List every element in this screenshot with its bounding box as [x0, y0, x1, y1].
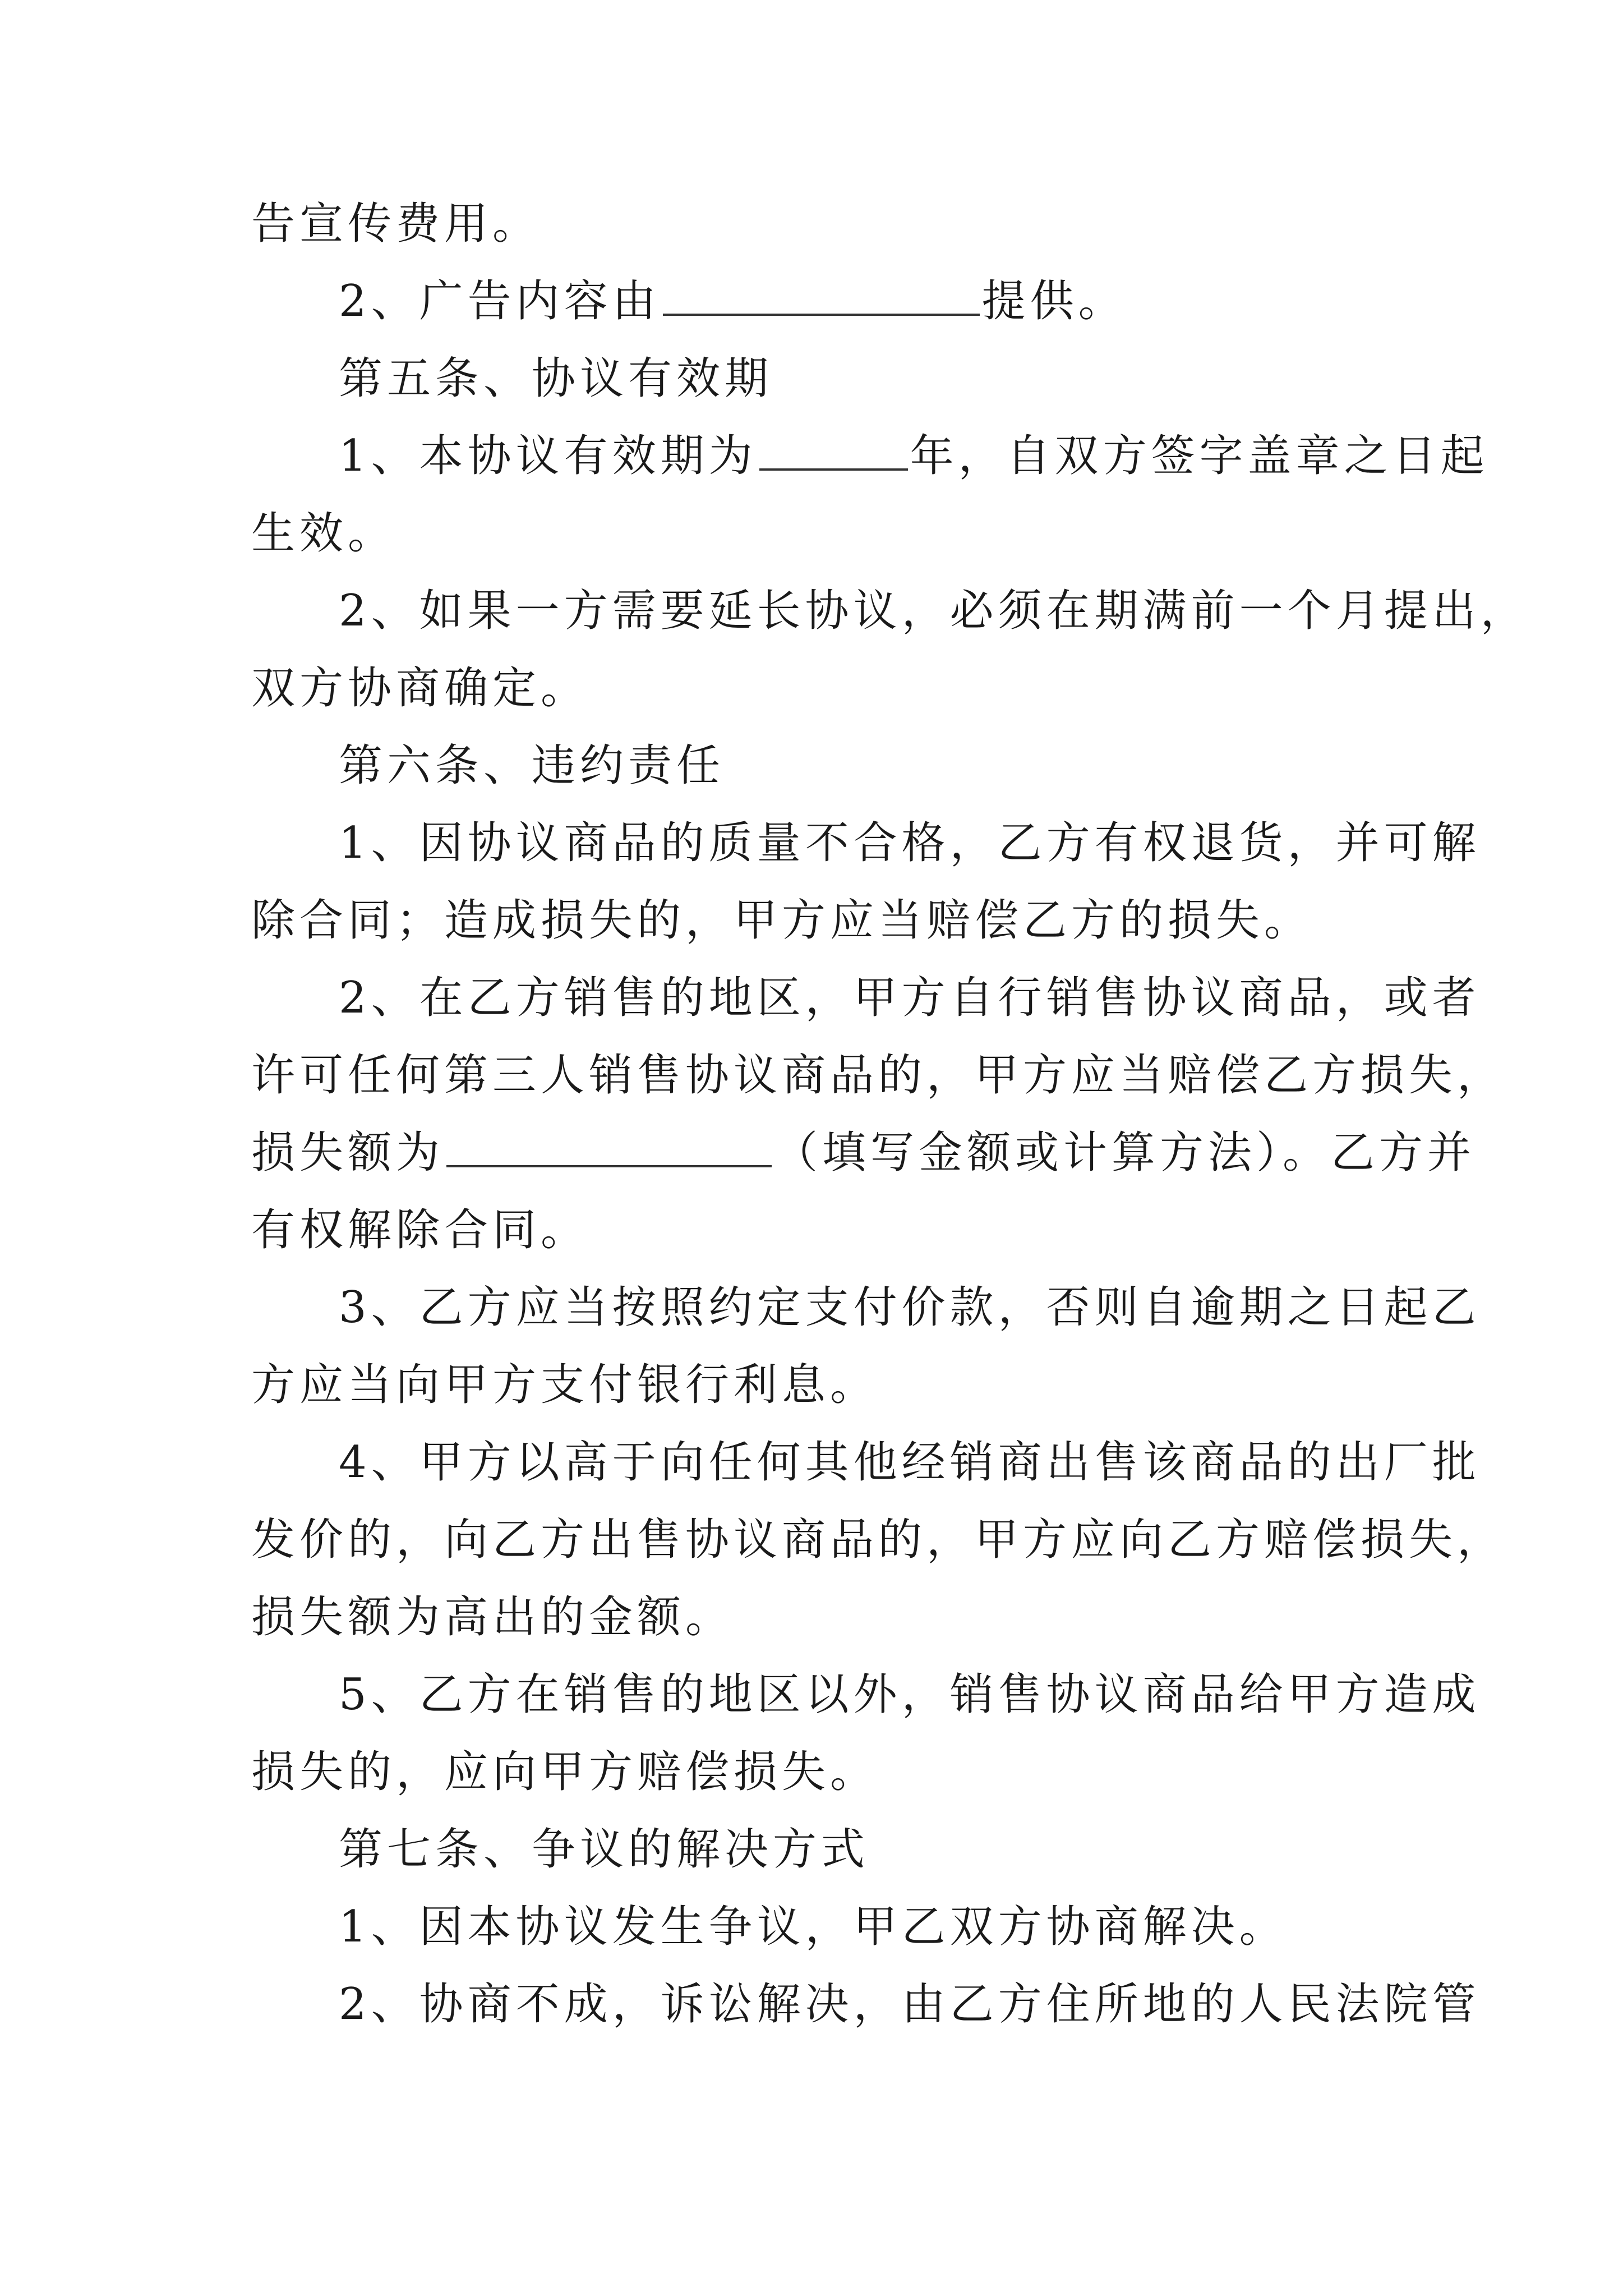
text-line: [251, 1966, 1481, 2043]
section-heading: [251, 727, 1390, 804]
text-line: [251, 1579, 1390, 1656]
line-text: 生效。: [251, 508, 396, 559]
text-line: [251, 1114, 1476, 1191]
text-line: [251, 185, 1390, 263]
line-text: 告宣传费用。: [251, 199, 541, 249]
text-line: [251, 1191, 1390, 1269]
document-page: [251, 185, 1529, 2043]
fill-in-blank: [446, 1131, 772, 1167]
text-line: [251, 495, 1390, 572]
line-text: 2、广告内容由: [339, 276, 661, 326]
line-text: 第七条、争议的解决方式: [339, 1824, 870, 1875]
line-text: 发价的，向乙方出售协议商品的，甲方应向乙方赔偿损失，: [251, 1515, 1506, 1565]
text-line: [251, 1501, 1506, 1579]
line-text: 1、本协议有效期为: [339, 431, 757, 481]
line-text: 方应当向甲方支付银行利息。: [251, 1360, 879, 1410]
line-text: （填写金额或计算方法）。乙方并: [774, 1128, 1476, 1178]
line-text: 年，自双方签字盖章之日起: [910, 431, 1489, 481]
text-line: [251, 263, 1390, 340]
line-text: 1、因协议商品的质量不合格，乙方有权退货，并可解: [339, 818, 1481, 868]
line-text: 2、在乙方销售的地区，甲方自行销售协议商品，或者: [339, 973, 1481, 1023]
text-line: [251, 417, 1489, 495]
line-text: 有权解除合同。: [251, 1205, 589, 1255]
text-line: [251, 1424, 1481, 1501]
text-line: [251, 882, 1390, 959]
fill-in-blank: [663, 280, 980, 316]
line-text: 1、因本协议发生争议，甲乙双方协商解决。: [339, 1902, 1288, 1952]
text-line: [251, 959, 1481, 1037]
text-line: [251, 1656, 1481, 1733]
text-line: [251, 1269, 1481, 1346]
line-text: 5、乙方在销售的地区以外，销售协议商品给甲方造成: [339, 1669, 1481, 1720]
fill-in-blank: [759, 435, 908, 471]
section-heading: [251, 340, 1390, 417]
section-heading: [251, 1811, 1390, 1888]
line-text: 3、乙方应当按照约定支付价款，否则自逾期之日起乙: [339, 1282, 1481, 1333]
line-text: 提供。: [981, 276, 1127, 326]
text-line: [251, 1346, 1390, 1424]
line-text: 损失的，应向甲方赔偿损失。: [251, 1747, 879, 1797]
text-line: [251, 804, 1481, 882]
text-line: [251, 1037, 1506, 1114]
line-text: 除合同；造成损失的，甲方应当赔偿乙方的损失。: [251, 895, 1313, 946]
text-line: [251, 650, 1390, 727]
line-text: 第五条、协议有效期: [339, 353, 773, 404]
line-text: 损失额为高出的金额。: [251, 1592, 734, 1642]
line-text: 第六条、违约责任: [339, 740, 725, 791]
line-text: 许可任何第三人销售协议商品的，甲方应当赔偿乙方损失，: [251, 1050, 1506, 1101]
text-line: [251, 572, 1529, 650]
text-line: [251, 1733, 1390, 1811]
line-text: 损失额为: [251, 1128, 445, 1178]
line-text: 4、甲方以高于向任何其他经销商出售该商品的出厂批: [339, 1437, 1481, 1488]
line-text: 2、协商不成，诉讼解决，由乙方住所地的人民法院管: [339, 1979, 1481, 2030]
line-text: 2、如果一方需要延长协议，必须在期满前一个月提出，: [339, 586, 1529, 636]
text-line: [251, 1888, 1390, 1966]
line-text: 双方协商确定。: [251, 663, 589, 714]
